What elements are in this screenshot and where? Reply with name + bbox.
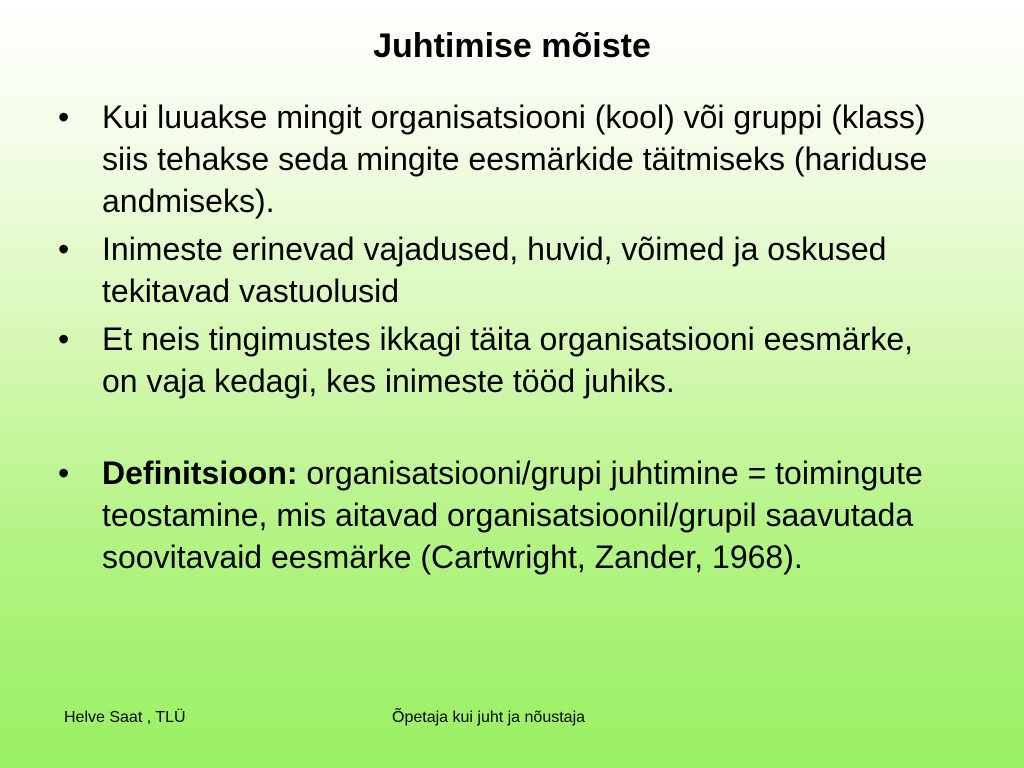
bullet-item: [56, 318, 956, 402]
bullet-icon: •: [58, 99, 70, 135]
definition-term: Definitsioon:: [102, 455, 298, 491]
bullet-icon: •: [58, 321, 70, 357]
definition-text: organisatsiooni/grupi juhtimine = toimingute teostamine, mis aitavad organisatsioonil/grupil saavutada soovitavaid eesmärke (Cartwright, Zander, 1968).: [102, 455, 923, 575]
bullet-icon: •: [58, 231, 70, 267]
bullet-list: [56, 96, 956, 584]
bullet-text: Kui luuakse mingit organisatsiooni (kool) või gruppi (klass) siis tehakse seda mingite eesmärkide täitmiseks (hariduse andmiseks).: [102, 99, 928, 219]
bullet-text: Inimeste erinevad vajadused, huvid, võimed ja oskused tekitavad vastuolusid: [102, 231, 887, 309]
footer-course-title: Õpetaja kui juht ja nõustaja: [392, 709, 586, 726]
bullet-icon: •: [58, 455, 70, 491]
slide-title: Juhtimise mõiste: [373, 27, 651, 65]
footer-author: Helve Saat , TLÜ: [64, 709, 186, 726]
bullet-item: [56, 96, 956, 222]
bullet-text: Et neis tingimustes ikkagi täita organisatsiooni eesmärke, on vaja kedagi, kes inimeste tööd juhiks.: [102, 321, 914, 399]
bullet-item-definition: [56, 452, 956, 578]
bullet-item: [56, 228, 956, 312]
